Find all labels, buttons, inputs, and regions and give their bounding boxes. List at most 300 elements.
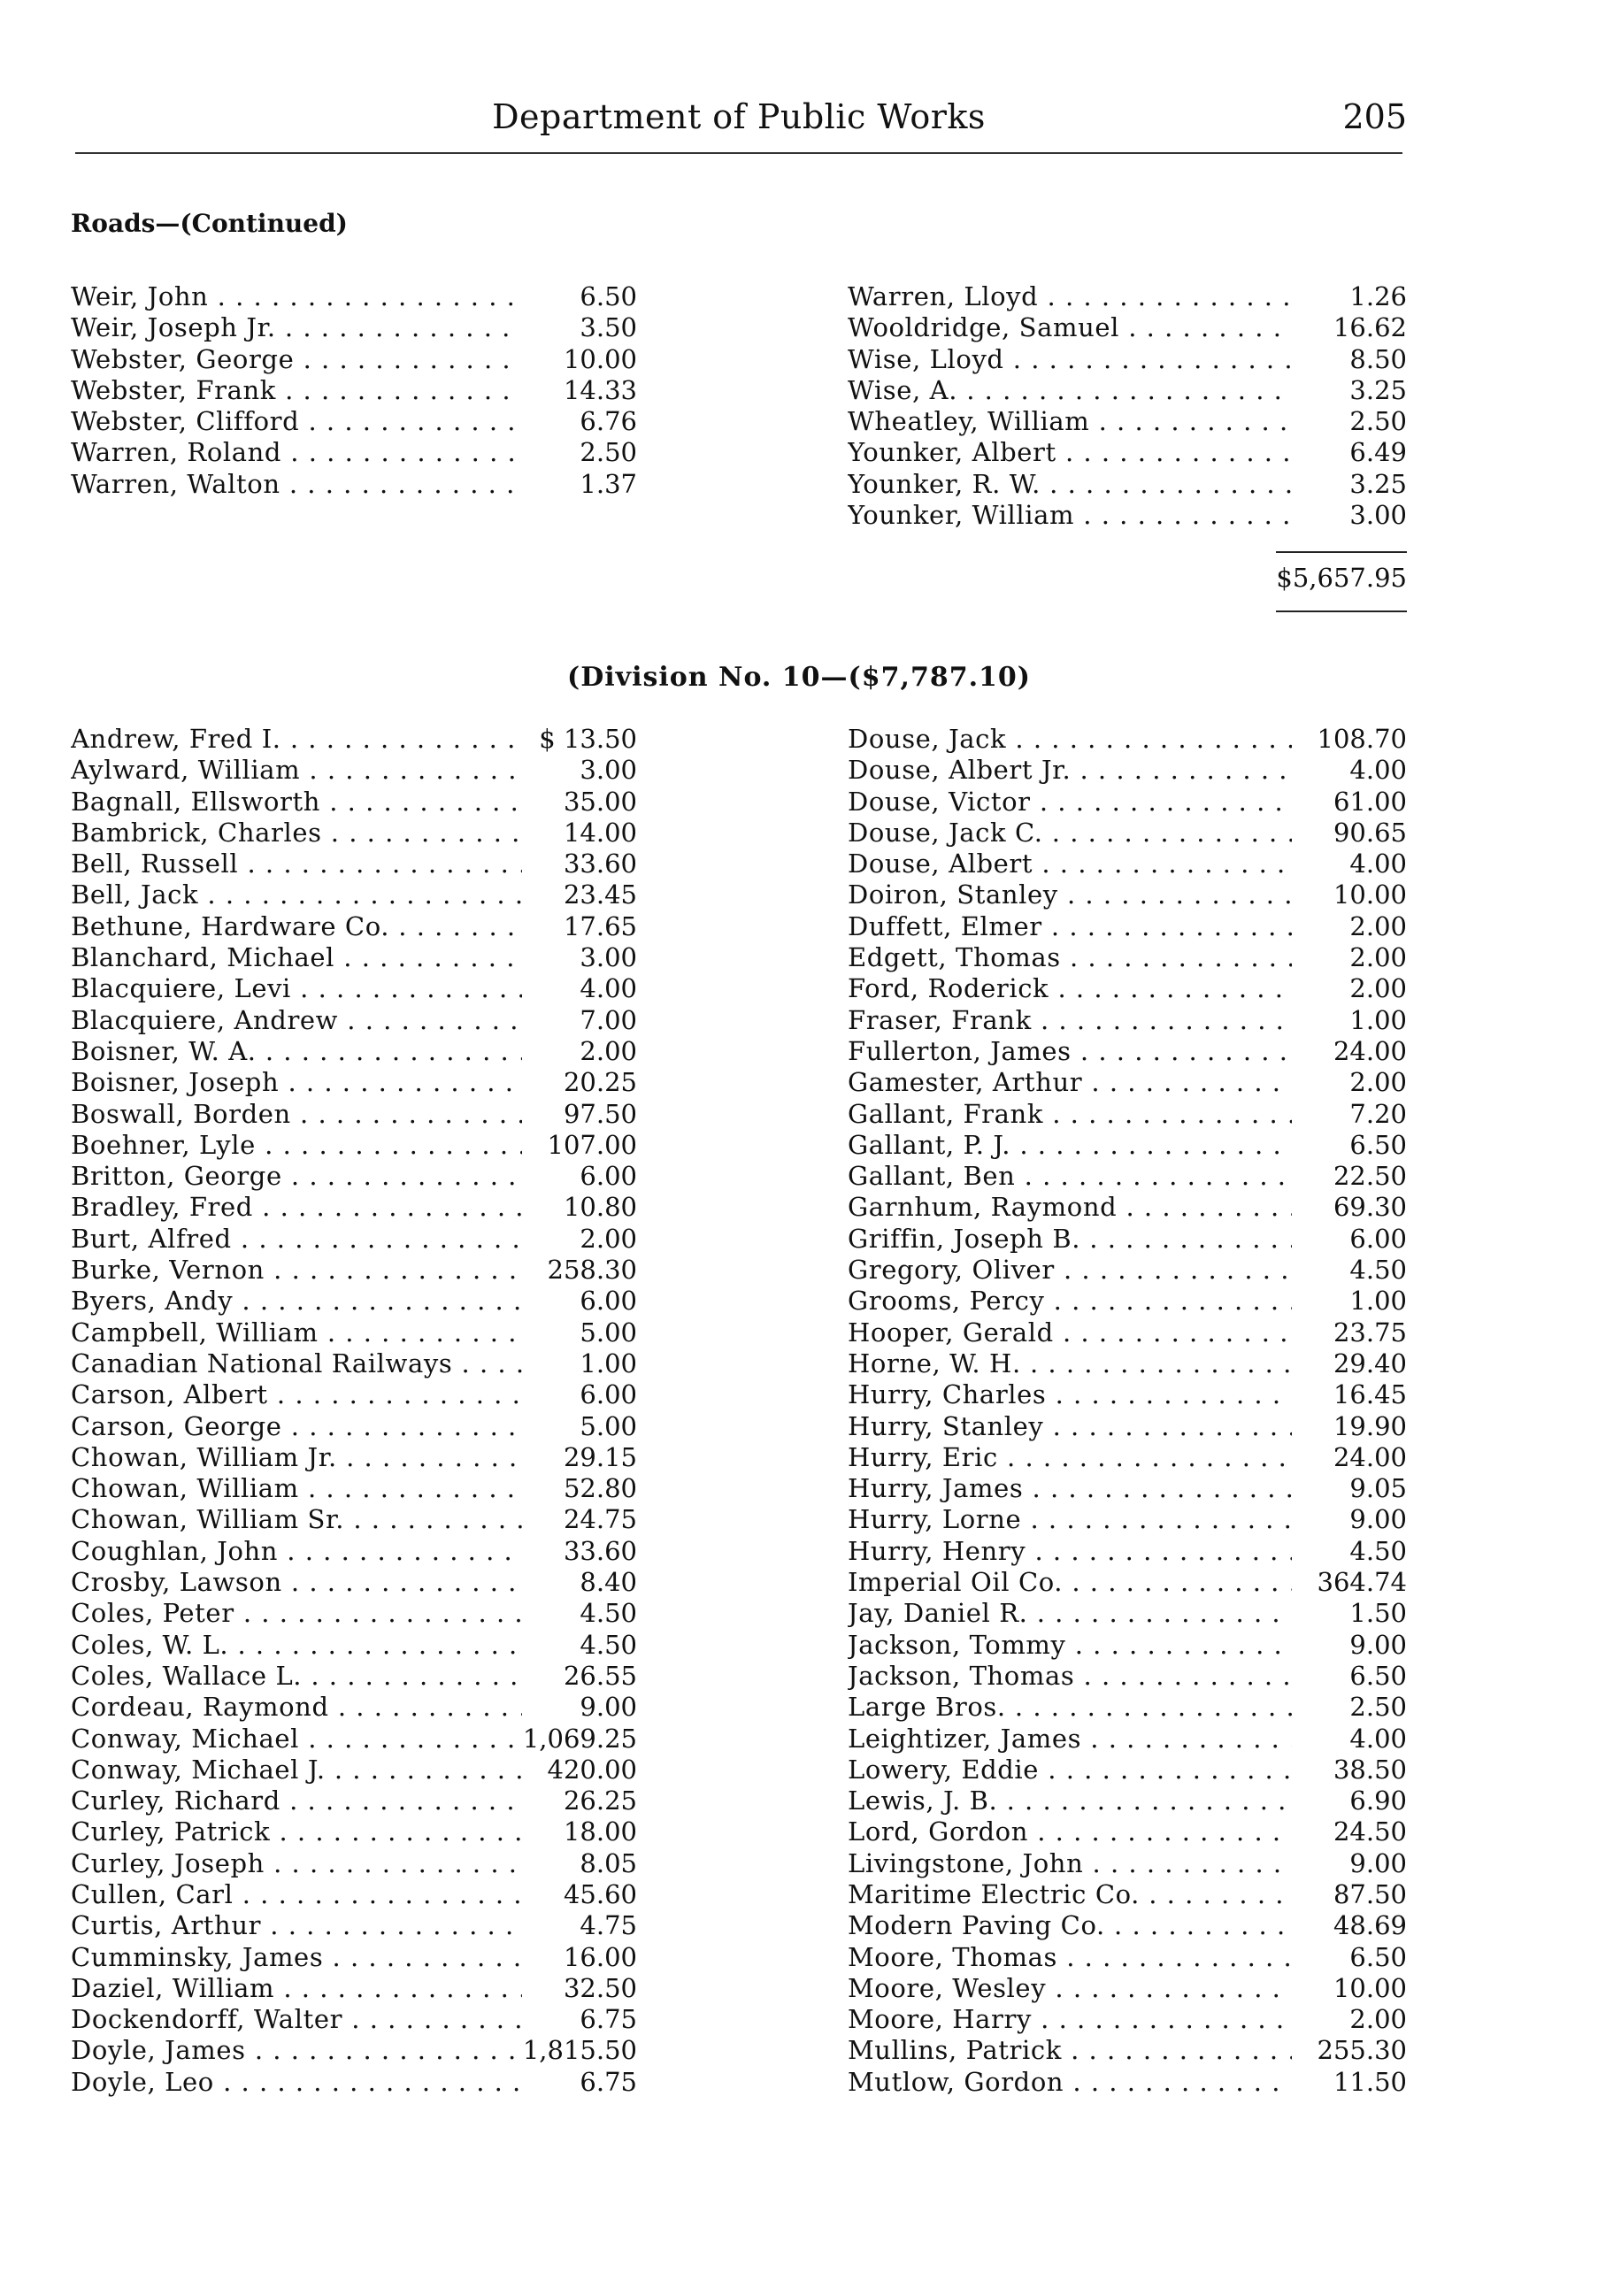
payee-name: Younker, Albert . . . bbox=[848, 437, 1292, 468]
list-item bbox=[71, 724, 637, 755]
payee-name: Chowan, William . . . bbox=[71, 1473, 522, 1504]
payment-amount: 2.50 bbox=[1349, 1692, 1407, 1723]
list-item bbox=[71, 1067, 637, 1098]
payee-name: Hooper, Gerald . . . bbox=[848, 1317, 1292, 1348]
roads-total: $5,657.95 bbox=[1276, 563, 1407, 593]
payment-amount: 61.00 bbox=[1333, 786, 1407, 817]
list-item bbox=[71, 1130, 637, 1161]
list-item bbox=[71, 973, 637, 1004]
list-item bbox=[848, 1161, 1407, 1192]
payee-name: Boehner, Lyle . . . bbox=[71, 1130, 522, 1161]
payment-amount: 1,069.25 bbox=[522, 1723, 637, 1754]
list-item bbox=[71, 406, 637, 437]
payee-name: Burt, Alfred . . . bbox=[71, 1224, 522, 1255]
list-item bbox=[848, 1317, 1407, 1348]
payee-name: Coles, W. L. . . . bbox=[71, 1630, 522, 1661]
list-item bbox=[848, 1816, 1407, 1847]
payment-amount: 33.60 bbox=[563, 849, 637, 879]
payment-amount: 9.00 bbox=[580, 1692, 637, 1723]
payee-name: Jackson, Tommy . . . bbox=[848, 1630, 1292, 1661]
payment-amount: 8.50 bbox=[1349, 343, 1407, 374]
payee-name: Cullen, Carl . . . bbox=[71, 1879, 522, 1910]
payee-name: Bell, Russell . . . bbox=[71, 849, 522, 879]
division-title: (Division No. 10—($7,787.10) bbox=[567, 662, 1031, 693]
payment-amount: 87.50 bbox=[1333, 1878, 1407, 1909]
list-item bbox=[71, 312, 637, 343]
payment-amount: 14.00 bbox=[563, 817, 637, 848]
list-item bbox=[71, 1036, 637, 1067]
payee-name: Younker, R. W. . . . bbox=[848, 469, 1292, 500]
list-item bbox=[848, 1224, 1407, 1255]
payment-amount: 4.00 bbox=[1349, 849, 1407, 879]
payment-amount: 6.00 bbox=[1349, 1223, 1407, 1254]
list-item bbox=[848, 1661, 1407, 1692]
payment-amount: 2.00 bbox=[1349, 942, 1407, 973]
payee-name: Aylward, William . . . bbox=[71, 755, 522, 786]
payee-name: Bambrick, Charles . . . bbox=[71, 818, 522, 849]
list-item bbox=[848, 1910, 1407, 1941]
payment-amount: 2.50 bbox=[580, 437, 637, 468]
list-item bbox=[71, 1692, 637, 1723]
payee-name: Moore, Thomas . . . bbox=[848, 1942, 1292, 1973]
list-item bbox=[71, 281, 637, 312]
list-item bbox=[848, 973, 1407, 1004]
page-header bbox=[71, 97, 1407, 147]
division-right-column bbox=[848, 724, 1407, 2098]
payee-name: Blacquiere, Levi . . . bbox=[71, 973, 522, 1004]
payee-name: Edgett, Thomas . . . bbox=[848, 942, 1292, 973]
payment-amount: 7.00 bbox=[580, 1004, 637, 1035]
list-item bbox=[848, 1879, 1407, 1910]
payee-name: Warren, Walton . . . bbox=[71, 469, 522, 500]
payment-amount: 2.00 bbox=[1349, 2004, 1407, 2035]
list-item bbox=[848, 1848, 1407, 1879]
payment-amount: 4.50 bbox=[580, 1629, 637, 1660]
payee-name: Boisner, W. A. . . . bbox=[71, 1036, 522, 1067]
list-item bbox=[848, 406, 1407, 437]
payment-amount: 9.00 bbox=[1349, 1504, 1407, 1535]
payee-name: Wise, Lloyd . . . bbox=[848, 344, 1292, 375]
payee-name: Webster, George . . . bbox=[71, 344, 522, 375]
payment-amount: 33.60 bbox=[563, 1535, 637, 1566]
payee-name: Younker, William . . . bbox=[848, 500, 1292, 531]
payment-amount: 2.00 bbox=[1349, 973, 1407, 1004]
payment-amount: 6.00 bbox=[580, 1379, 637, 1410]
payee-name: Douse, Albert . . . bbox=[848, 849, 1292, 879]
list-item bbox=[71, 1379, 637, 1410]
list-item bbox=[71, 1567, 637, 1598]
payee-name: Jackson, Thomas . . . bbox=[848, 1661, 1292, 1692]
list-item bbox=[71, 1286, 637, 1317]
payment-amount: 4.00 bbox=[580, 973, 637, 1004]
payee-name: Webster, Clifford . . . bbox=[71, 406, 522, 437]
list-item bbox=[71, 1192, 637, 1223]
payee-name: Bradley, Fred . . . bbox=[71, 1192, 522, 1223]
payment-amount: 2.00 bbox=[580, 1035, 637, 1066]
payee-name: Imperial Oil Co. . . . bbox=[848, 1567, 1292, 1598]
payee-name: Carson, George . . . bbox=[71, 1411, 522, 1442]
list-item bbox=[71, 344, 637, 375]
list-item bbox=[848, 2004, 1407, 2035]
list-item bbox=[71, 942, 637, 973]
list-item bbox=[848, 1692, 1407, 1723]
running-title: Department of Public Works bbox=[492, 97, 986, 136]
payee-name: Webster, Frank . . . bbox=[71, 375, 522, 406]
payee-name: Andrew, Fred I. . . . bbox=[71, 724, 522, 755]
list-item bbox=[71, 1630, 637, 1661]
payee-name: Ford, Roderick . . . bbox=[848, 973, 1292, 1004]
payment-amount: 107.00 bbox=[547, 1129, 637, 1160]
payee-name: Curtis, Arthur . . . bbox=[71, 1910, 522, 1941]
total-rule-bottom bbox=[1276, 610, 1407, 612]
payment-amount: 1.00 bbox=[1349, 1286, 1407, 1317]
list-item bbox=[71, 1724, 637, 1755]
list-item bbox=[71, 1161, 637, 1192]
payment-amount: 19.90 bbox=[1333, 1410, 1407, 1441]
list-item bbox=[848, 1442, 1407, 1473]
payment-amount: 17.65 bbox=[563, 910, 637, 941]
payment-amount: 5.00 bbox=[580, 1317, 637, 1348]
payee-name: Garnhum, Raymond . . . bbox=[848, 1192, 1292, 1223]
payment-amount: 6.00 bbox=[580, 1286, 637, 1317]
payee-name: Hurry, Charles . . . bbox=[848, 1379, 1292, 1410]
payee-name: Doiron, Stanley . . . bbox=[848, 879, 1292, 910]
payee-name: Douse, Albert Jr. . . . bbox=[848, 755, 1292, 786]
payment-amount: 1.26 bbox=[1349, 281, 1407, 311]
section-title: Roads—(Continued) bbox=[71, 209, 348, 238]
list-item bbox=[71, 1473, 637, 1504]
payee-name: Blanchard, Michael . . . bbox=[71, 942, 522, 973]
payee-name: Daziel, William . . . bbox=[71, 1973, 522, 2004]
payment-amount: 6.75 bbox=[580, 2004, 637, 2035]
payee-name: Bagnall, Ellsworth . . . bbox=[71, 787, 522, 818]
payee-name: Hurry, James . . . bbox=[848, 1473, 1292, 1504]
payee-name: Britton, George . . . bbox=[71, 1161, 522, 1192]
list-item bbox=[71, 1348, 637, 1379]
payment-amount: 3.25 bbox=[1349, 374, 1407, 405]
payee-name: Dockendorff, Walter . . . bbox=[71, 2004, 522, 2035]
payment-amount: 4.50 bbox=[1349, 1255, 1407, 1286]
payment-amount: 11.50 bbox=[1333, 2066, 1407, 2097]
payment-amount: 29.40 bbox=[1333, 1348, 1407, 1378]
payee-name: Griffin, Joseph B. . . . bbox=[848, 1224, 1292, 1255]
list-item bbox=[71, 1224, 637, 1255]
payee-name: Carson, Albert . . . bbox=[71, 1379, 522, 1410]
payee-name: Gallant, Frank . . . bbox=[848, 1099, 1292, 1130]
payee-name: Gallant, P. J. . . . bbox=[848, 1130, 1292, 1161]
payee-name: Curley, Richard . . . bbox=[71, 1785, 522, 1816]
list-item bbox=[848, 281, 1407, 312]
payment-amount: 2.00 bbox=[580, 1223, 637, 1254]
payee-name: Douse, Victor . . . bbox=[848, 787, 1292, 818]
payee-name: Coughlan, John . . . bbox=[71, 1536, 522, 1567]
payment-amount: 4.00 bbox=[1349, 1723, 1407, 1754]
payment-amount: 23.75 bbox=[1333, 1317, 1407, 1348]
list-item bbox=[71, 1755, 637, 1785]
payee-name: Curley, Joseph . . . bbox=[71, 1848, 522, 1879]
payee-name: Curley, Patrick . . . bbox=[71, 1816, 522, 1847]
payment-amount: 24.50 bbox=[1333, 1816, 1407, 1847]
payment-amount: 8.05 bbox=[580, 1847, 637, 1878]
payee-name: Hurry, Eric . . . bbox=[848, 1442, 1292, 1473]
list-item bbox=[848, 375, 1407, 406]
payment-amount: 16.62 bbox=[1333, 312, 1407, 343]
payee-name: Livingstone, John . . . bbox=[848, 1848, 1292, 1879]
list-item bbox=[71, 469, 637, 500]
payee-name: Conway, Michael . . . bbox=[71, 1724, 522, 1755]
list-item bbox=[71, 755, 637, 786]
list-item bbox=[848, 849, 1407, 879]
list-item bbox=[71, 787, 637, 818]
payee-name: Hurry, Stanley . . . bbox=[848, 1411, 1292, 1442]
list-item bbox=[848, 911, 1407, 942]
list-item bbox=[848, 1755, 1407, 1785]
payee-name: Hurry, Lorne . . . bbox=[848, 1504, 1292, 1535]
payment-amount: 24.75 bbox=[563, 1504, 637, 1535]
roads-right-column bbox=[848, 281, 1407, 531]
payee-name: Byers, Andy . . . bbox=[71, 1286, 522, 1317]
payee-name: Leightizer, James . . . bbox=[848, 1724, 1292, 1755]
payee-name: Douse, Jack C. . . . bbox=[848, 818, 1292, 849]
list-item bbox=[71, 1005, 637, 1036]
list-item bbox=[71, 1317, 637, 1348]
payment-amount: 2.00 bbox=[1349, 910, 1407, 941]
list-item bbox=[848, 1192, 1407, 1223]
payment-amount: 3.00 bbox=[1349, 500, 1407, 531]
total-rule-top bbox=[1276, 551, 1407, 553]
list-item bbox=[71, 1661, 637, 1692]
payee-name: Moore, Wesley . . . bbox=[848, 1973, 1292, 2004]
payment-amount: 9.00 bbox=[1349, 1847, 1407, 1878]
payment-amount: 38.50 bbox=[1333, 1754, 1407, 1785]
payment-amount: 6.50 bbox=[1349, 1129, 1407, 1160]
list-item bbox=[848, 1255, 1407, 1286]
payee-name: Fraser, Frank . . . bbox=[848, 1005, 1292, 1036]
payee-name: Modern Paving Co. . . . bbox=[848, 1910, 1292, 1941]
list-item bbox=[848, 1942, 1407, 1973]
payment-amount: $ 13.50 bbox=[539, 724, 637, 754]
payee-name: Grooms, Percy . . . bbox=[848, 1286, 1292, 1317]
payment-amount: 255.30 bbox=[1317, 2035, 1407, 2066]
payment-amount: 1.00 bbox=[1349, 1004, 1407, 1035]
list-item bbox=[71, 879, 637, 910]
list-item bbox=[848, 879, 1407, 910]
payment-amount: 5.00 bbox=[580, 1410, 637, 1441]
list-item bbox=[848, 437, 1407, 468]
list-item bbox=[71, 1785, 637, 1816]
page-number: 205 bbox=[1342, 97, 1407, 136]
payment-amount: 3.00 bbox=[580, 942, 637, 973]
payee-name: Gallant, Ben . . . bbox=[848, 1161, 1292, 1192]
payee-name: Burke, Vernon . . . bbox=[71, 1255, 522, 1286]
payee-name: Boswall, Borden . . . bbox=[71, 1099, 522, 1130]
payment-amount: 1,815.50 bbox=[522, 2035, 637, 2066]
payee-name: Weir, Joseph Jr. . . . bbox=[71, 312, 522, 343]
payee-name: Mutlow, Gordon . . . bbox=[848, 2067, 1292, 2098]
payee-name: Warren, Lloyd . . . bbox=[848, 281, 1292, 312]
list-item bbox=[848, 2067, 1407, 2098]
payee-name: Warren, Roland . . . bbox=[71, 437, 522, 468]
payee-name: Lowery, Eddie . . . bbox=[848, 1755, 1292, 1785]
list-item bbox=[71, 1848, 637, 1879]
list-item bbox=[71, 437, 637, 468]
payment-amount: 4.50 bbox=[580, 1598, 637, 1629]
list-item bbox=[848, 818, 1407, 849]
payee-name: Horne, W. H. . . . bbox=[848, 1348, 1292, 1379]
payee-name: Boisner, Joseph . . . bbox=[71, 1067, 522, 1098]
payee-name: Coles, Wallace L. . . . bbox=[71, 1661, 522, 1692]
payment-amount: 9.00 bbox=[1349, 1629, 1407, 1660]
payment-amount: 6.76 bbox=[580, 406, 637, 437]
list-item bbox=[71, 1598, 637, 1629]
list-item bbox=[848, 2035, 1407, 2066]
payment-amount: 2.00 bbox=[1349, 1067, 1407, 1098]
list-item bbox=[848, 1348, 1407, 1379]
payment-amount: 6.75 bbox=[580, 2066, 637, 2097]
payment-amount: 10.80 bbox=[563, 1192, 637, 1223]
list-item bbox=[848, 1724, 1407, 1755]
list-item bbox=[848, 312, 1407, 343]
payment-amount: 35.00 bbox=[563, 786, 637, 817]
payee-name: Moore, Harry . . . bbox=[848, 2004, 1292, 2035]
payment-amount: 4.00 bbox=[1349, 755, 1407, 786]
list-item bbox=[848, 1473, 1407, 1504]
payee-name: Jay, Daniel R. . . . bbox=[848, 1598, 1292, 1629]
payee-name: Chowan, William Sr. . . . bbox=[71, 1504, 522, 1535]
list-item bbox=[848, 344, 1407, 375]
payment-amount: 23.45 bbox=[563, 879, 637, 910]
payee-name: Bethune, Hardware Co. . . . bbox=[71, 911, 522, 942]
payee-name: Crosby, Lawson . . . bbox=[71, 1567, 522, 1598]
payment-amount: 1.00 bbox=[580, 1348, 637, 1378]
payment-amount: 9.05 bbox=[1349, 1473, 1407, 1504]
list-item bbox=[71, 1536, 637, 1567]
payment-amount: 1.37 bbox=[580, 468, 637, 499]
payee-name: Wise, A. . . . bbox=[848, 375, 1292, 406]
list-item bbox=[848, 1005, 1407, 1036]
list-item bbox=[848, 1036, 1407, 1067]
payee-name: Large Bros. . . . bbox=[848, 1692, 1292, 1723]
list-item bbox=[71, 1504, 637, 1535]
list-item bbox=[71, 1442, 637, 1473]
payee-name: Doyle, James . . . bbox=[71, 2035, 522, 2066]
payee-name: Lewis, J. B. . . . bbox=[848, 1785, 1292, 1816]
payee-name: Mullins, Patrick . . . bbox=[848, 2035, 1292, 2066]
payment-amount: 24.00 bbox=[1333, 1035, 1407, 1066]
list-item bbox=[71, 1879, 637, 1910]
payment-amount: 14.33 bbox=[563, 374, 637, 405]
payment-amount: 22.50 bbox=[1333, 1161, 1407, 1192]
list-item bbox=[848, 1598, 1407, 1629]
list-item bbox=[71, 1816, 637, 1847]
payment-amount: 3.50 bbox=[580, 312, 637, 343]
list-item bbox=[848, 1130, 1407, 1161]
payee-name: Wheatley, William . . . bbox=[848, 406, 1292, 437]
payment-amount: 10.00 bbox=[1333, 1972, 1407, 2003]
list-item bbox=[848, 1973, 1407, 2004]
payee-name: Doyle, Leo . . . bbox=[71, 2067, 522, 2098]
payment-amount: 24.00 bbox=[1333, 1441, 1407, 1472]
payee-name: Campbell, William . . . bbox=[71, 1317, 522, 1348]
payment-amount: 364.74 bbox=[1317, 1567, 1407, 1598]
payee-name: Duffett, Elmer . . . bbox=[848, 911, 1292, 942]
payment-amount: 6.00 bbox=[580, 1161, 637, 1192]
payment-amount: 32.50 bbox=[563, 1972, 637, 2003]
list-item bbox=[848, 1067, 1407, 1098]
list-item bbox=[71, 818, 637, 849]
payment-amount: 48.69 bbox=[1333, 1910, 1407, 1941]
payee-name: Wooldridge, Samuel . . . bbox=[848, 312, 1292, 343]
payment-amount: 7.20 bbox=[1349, 1098, 1407, 1129]
list-item bbox=[848, 1379, 1407, 1410]
header-rule bbox=[75, 152, 1402, 154]
payment-amount: 6.50 bbox=[1349, 1941, 1407, 1972]
list-item bbox=[71, 1099, 637, 1130]
payee-name: Chowan, William Jr. . . . bbox=[71, 1442, 522, 1473]
payment-amount: 6.49 bbox=[1349, 437, 1407, 468]
payment-amount: 18.00 bbox=[563, 1816, 637, 1847]
payee-name: Douse, Jack . . . bbox=[848, 724, 1292, 755]
list-item bbox=[848, 1567, 1407, 1598]
payment-amount: 3.00 bbox=[580, 755, 637, 786]
payee-name: Canadian National Railways . . . bbox=[71, 1348, 522, 1379]
list-item bbox=[848, 500, 1407, 531]
payment-amount: 4.50 bbox=[1349, 1535, 1407, 1566]
list-item bbox=[71, 849, 637, 879]
payment-amount: 16.45 bbox=[1333, 1379, 1407, 1410]
payment-amount: 4.75 bbox=[580, 1910, 637, 1941]
payment-amount: 6.50 bbox=[580, 281, 637, 311]
payment-amount: 45.60 bbox=[563, 1878, 637, 1909]
payment-amount: 52.80 bbox=[563, 1473, 637, 1504]
payment-amount: 3.25 bbox=[1349, 468, 1407, 499]
payment-amount: 6.50 bbox=[1349, 1660, 1407, 1691]
list-item bbox=[71, 1411, 637, 1442]
list-item bbox=[848, 1536, 1407, 1567]
payment-amount: 8.40 bbox=[580, 1567, 637, 1598]
list-item bbox=[71, 1255, 637, 1286]
payee-name: Bell, Jack . . . bbox=[71, 879, 522, 910]
payee-name: Cordeau, Raymond . . . bbox=[71, 1692, 522, 1723]
payee-name: Lord, Gordon . . . bbox=[848, 1816, 1292, 1847]
list-item bbox=[848, 1785, 1407, 1816]
payment-amount: 20.25 bbox=[563, 1067, 637, 1098]
payment-amount: 26.55 bbox=[563, 1660, 637, 1691]
list-item bbox=[71, 1910, 637, 1941]
payee-name: Hurry, Henry . . . bbox=[848, 1536, 1292, 1567]
payee-name: Coles, Peter . . . bbox=[71, 1598, 522, 1629]
payee-name: Weir, John . . . bbox=[71, 281, 522, 312]
payment-amount: 108.70 bbox=[1317, 724, 1407, 754]
roads-left-column bbox=[71, 281, 637, 500]
payee-name: Blacquiere, Andrew . . . bbox=[71, 1005, 522, 1036]
list-item bbox=[848, 1099, 1407, 1130]
list-item bbox=[848, 1286, 1407, 1317]
payee-name: Cumminsky, James . . . bbox=[71, 1942, 522, 1973]
payment-amount: 29.15 bbox=[563, 1441, 637, 1472]
list-item bbox=[848, 724, 1407, 755]
list-item bbox=[848, 1411, 1407, 1442]
list-item bbox=[71, 2035, 637, 2066]
payment-amount: 6.90 bbox=[1349, 1785, 1407, 1816]
list-item bbox=[71, 911, 637, 942]
list-item bbox=[848, 942, 1407, 973]
payment-amount: 2.50 bbox=[1349, 406, 1407, 437]
list-item bbox=[848, 469, 1407, 500]
payment-amount: 90.65 bbox=[1333, 817, 1407, 848]
list-item bbox=[71, 1973, 637, 2004]
payment-amount: 26.25 bbox=[563, 1785, 637, 1816]
